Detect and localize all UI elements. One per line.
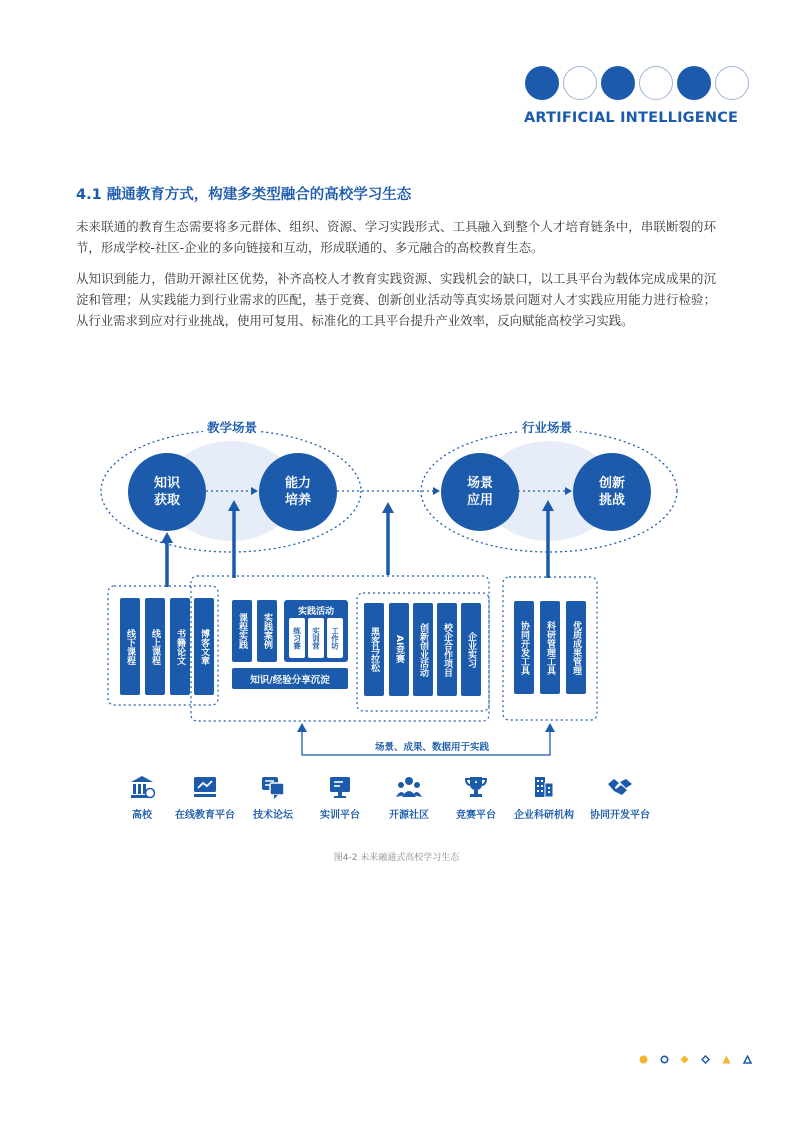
diamond-icon	[680, 1049, 689, 1058]
triangle-outline-icon	[743, 1049, 752, 1058]
competition-bar: 创新创业活动	[413, 603, 433, 696]
tool-bar: 科研管理工具	[540, 601, 560, 694]
logo-circle-icon	[715, 66, 749, 100]
triangle-icon	[722, 1049, 731, 1058]
practice-activity-title: 实践活动	[297, 607, 334, 617]
practice-item: 工作坊	[327, 618, 343, 658]
challenge-circle: 创新 挑战	[573, 453, 651, 531]
platform-label: 竞赛平台	[456, 810, 496, 821]
competition-bar: 企业实习	[461, 603, 481, 696]
logo-circle-icon	[525, 66, 559, 100]
knowledge-circle: 知识 获取	[128, 453, 206, 531]
paragraph: 从知识到能力，借助开源社区优势，补齐高校人才教育实践资源、实践机会的缺口，以工具平台为载体完成成果的沉淀和管理；从实践能力到行业需求的匹配，基于竞赛、创新创业活动等真实场景问题对人才实践应用能力进行检验；从行业需求到应对行业挑战，使用可复用、标准化的工具平台提升产业效率，反向赋能高校学习实践。	[76, 271, 716, 328]
building-icon	[531, 775, 557, 799]
tool-bar: 协同开发工具	[514, 601, 534, 694]
industry-scene-label: 行业场景	[518, 418, 576, 436]
course-bar: 课程实践	[232, 600, 252, 662]
learning-bar: 博客文章	[194, 598, 214, 695]
logo-circle-icon	[677, 66, 711, 100]
logo-circle-icon	[639, 66, 673, 100]
section-title: 4.1 融通教育方式，构建多类型融合的高校学习生态	[76, 187, 412, 203]
tool-bar: 优质成果管理	[566, 601, 586, 694]
header-logo	[525, 66, 753, 102]
handshake-icon	[607, 775, 633, 799]
university-icon	[129, 775, 155, 799]
dot-icon	[639, 1049, 648, 1058]
learning-bar: 线上课程	[145, 598, 165, 695]
competition-bar: 黑客马拉松	[364, 603, 384, 696]
share-bar: 知识/经验分享沉淀	[232, 668, 348, 689]
ability-circle: 能力 培养	[259, 453, 337, 531]
teaching-scene-label: 教学场景	[203, 418, 261, 436]
practice-activity-box	[284, 600, 348, 662]
application-circle: 场景 应用	[441, 453, 519, 531]
platform-label: 高校	[132, 810, 152, 821]
feedback-label: 场景、成果、数据用于实践	[375, 742, 490, 753]
trophy-icon	[463, 775, 489, 799]
platform-label: 在线教育平台	[175, 810, 235, 821]
online-education-icon	[192, 775, 218, 799]
community-icon	[396, 775, 422, 799]
learning-bar: 书籍论文	[170, 598, 190, 695]
platform-label: 技术论坛	[253, 810, 293, 821]
platform-label: 开源社区	[389, 810, 429, 821]
logo-circle-icon	[563, 66, 597, 100]
forum-icon	[260, 775, 286, 799]
practice-item: 练习赛	[289, 618, 305, 658]
ecosystem-diagram	[100, 410, 700, 770]
course-bar: 实践案例	[257, 600, 277, 662]
platform-label: 协同开发平台	[590, 810, 650, 821]
learning-bar: 线下课程	[120, 598, 140, 695]
competition-bar: AI竞赛	[389, 603, 409, 696]
platform-collaboration	[575, 775, 665, 821]
logo-text: ARTIFICIAL INTELLIGENCE	[524, 110, 739, 126]
diamond-outline-icon	[701, 1049, 710, 1058]
figure-caption: 图4-2 未来融通式高校学习生态	[333, 853, 460, 863]
competition-bar: 校企合作项目	[437, 603, 457, 696]
platform-label: 企业科研机构	[514, 810, 574, 821]
logo-circle-icon	[601, 66, 635, 100]
training-platform-icon	[327, 775, 353, 799]
platform-label: 实训平台	[320, 810, 360, 821]
ring-icon	[660, 1049, 669, 1058]
paragraph: 未来联通的教育生态需要将多元群体、组织、资源、学习实践形式、工具融入到整个人才培育链条中，串联断裂的环节，形成学校-社区-企业的多向链接和互动，形成联通的、多元融合的高校教育生态。	[76, 219, 716, 255]
practice-item: 实训营	[308, 618, 324, 658]
